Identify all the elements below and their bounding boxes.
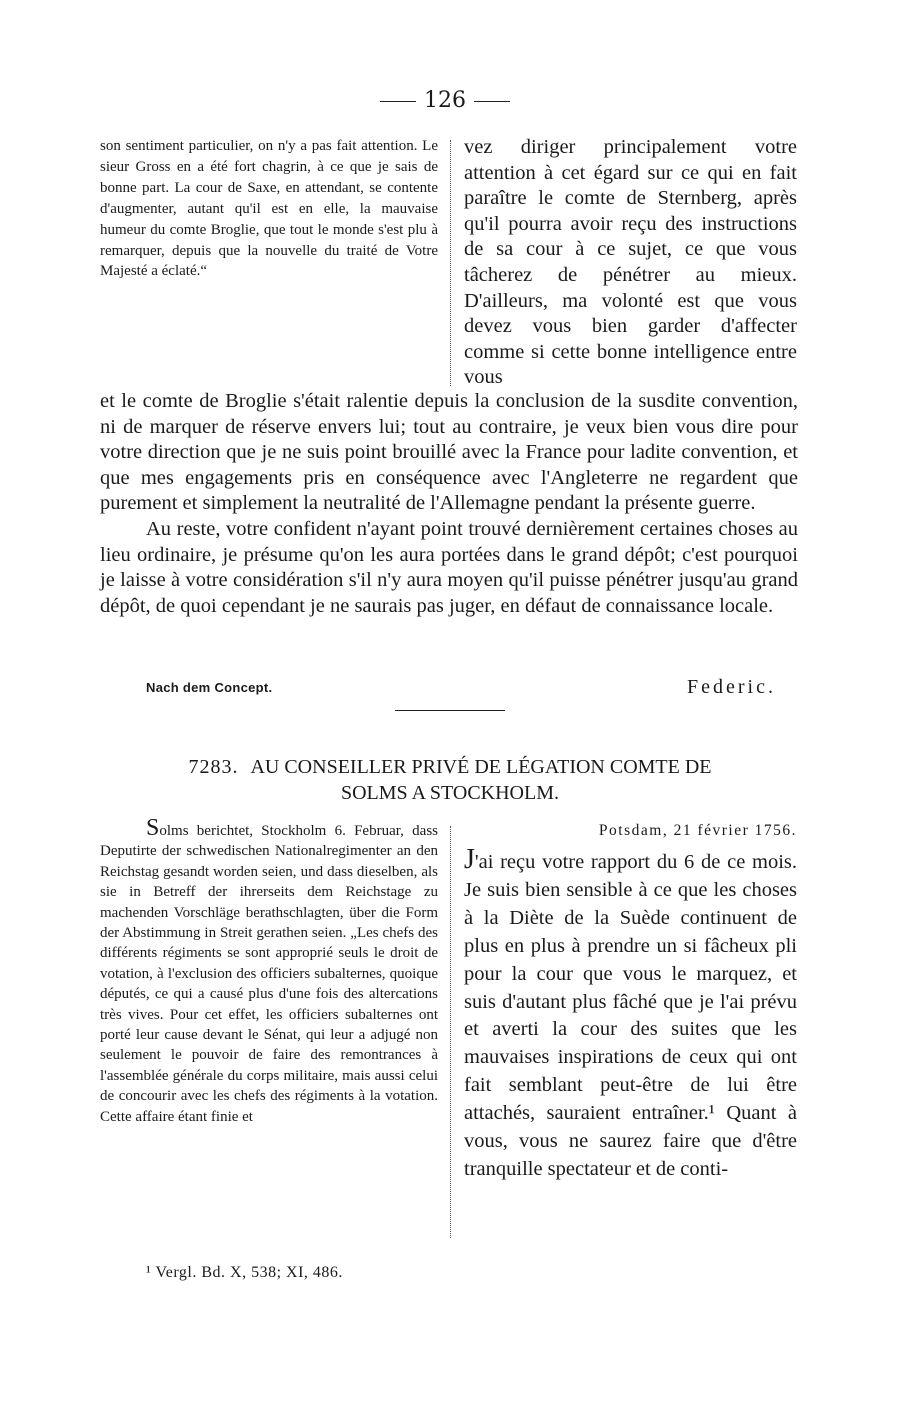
summary-text: olms berichtet, Stockholm 6. Februar, dass Deputirte der schwedischen Nationalregimenter an den Reichstag gesandt worden seien, und dass dieselben, als sie in Betreff der ihrerseits dem Reichstage zu machenden Vorschläge berathschlagten, über die Form der Abstimmung in Streit gerathen seien. „Les chefs des différents régiments se sont approprié seuls le droit de votation, à l'exclusion des officiers subalternes, quoique députés, ce qui a causé plus d'une fois des altercations très vives. Pour cet effet, les officiers subalternes ont porté leur cause devant le Sénat, qui leur a adjugé non seulement le pouvoir de faire des remontrances à l'assemblée générale du corps militaire, mais aussi celui de concourir avec les chefs des régiments à la votation. Cette affaire étant finie et xyxy=(100,823,438,1125)
top-left-column: son sentiment particulier, on n'y a pas fait attention. Le sieur Gross en a été fort chagrin, à ce que je sais de bonne part. La cour de Saxe, en attendant, se contente d'augmenter, autant qu'il est en elle, la mauvaise humeur du comte Broglie, que tout le monde s'est plu à remarquer, depuis que la nouvelle du traité de Votre Majesté a éclaté.“ xyxy=(100,138,438,280)
section-rule xyxy=(395,710,505,711)
letter-text: 'ai reçu votre rapport du 6 de ce mois. Je suis bien sensible à ce que les choses à la Diète de la Suède continuent de plus en plus à prendre un si fâcheux pli pour la cour que vous le marquez, et suis d'autant plus fâché que je l'ai prévu et averti la cour des suites que les mauvaises inspirations de ceux qui ont fait semblant peut-être de lui être attachés, sauraient entraîner.¹ Quant à vous, vous ne saurez faire que d'être tranquille spectateur et de conti- xyxy=(464,851,797,1180)
paragraph-2: Au reste, votre confident n'ayant point trouvé dernièrement certaines choses au lieu ordinaire, je présume qu'on les aura portées dans le grand dépôt; c'est pourquoi je laisse à votre considération s'il n'y aura moyen qu'il puisse pénétrer jusqu'au grand dépôt, de quoi cependant je ne saurais pas juger, en défaut de connaissance locale. xyxy=(100,517,798,617)
top-column-divider xyxy=(450,140,451,386)
letter-body xyxy=(464,846,797,1184)
paragraph-1: et le comte de Broglie s'était ralentie depuis la conclusion de la susdite convention, ni de marquer de réserve envers lui; tout au contraire, je veux bien vous dire pour votre direction que je ne suis point brouillé avec la France pour ladite convention, et que mes engagements pris en conséquence avec l'Angleterre ne regardent que purement et simplement la neutralité de l'Allemagne pendant la présente guerre. xyxy=(100,390,798,515)
signature: Federic. xyxy=(687,676,776,698)
heading-line-1 xyxy=(100,754,800,780)
document-heading xyxy=(100,754,800,806)
header-dash-right xyxy=(474,101,510,102)
summary-initial: S xyxy=(146,815,160,841)
bottom-column-divider xyxy=(450,826,451,1238)
letter-column xyxy=(464,818,797,1184)
page-number: 126 xyxy=(424,88,466,113)
summary-column xyxy=(100,815,438,1127)
letter-initial: J xyxy=(464,844,475,875)
document-number: 7283. xyxy=(188,756,239,778)
heading-title-2: SOLMS A STOCKHOLM. xyxy=(340,782,560,804)
heading-title-1: AU CONSEILLER PRIVÉ DE LÉGATION COMTE DE xyxy=(250,756,712,778)
source-note: Nach dem Concept. xyxy=(146,680,273,695)
footnote: ¹ Vergl. Bd. X, 538; XI, 486. xyxy=(146,1264,343,1281)
dateline: Potsdam, 21 février 1756. xyxy=(598,822,797,839)
top-right-column: vez diriger principalement votre attention à cet égard sur ce qui en fait paraître le comte de Sternberg, après qu'il pourra avoir reçu des instructions de sa cour à ce sujet, ce que vous tâcherez de pénétrer au mieux. D'ailleurs, ma volonté est que vous devez vous bien garder d'affecter comme si cette bonne intelligence entre vous xyxy=(464,136,797,389)
page-number-header xyxy=(370,88,520,113)
full-width-text xyxy=(100,389,798,619)
header-dash-left xyxy=(380,101,416,102)
summary-paragraph xyxy=(100,815,438,1127)
